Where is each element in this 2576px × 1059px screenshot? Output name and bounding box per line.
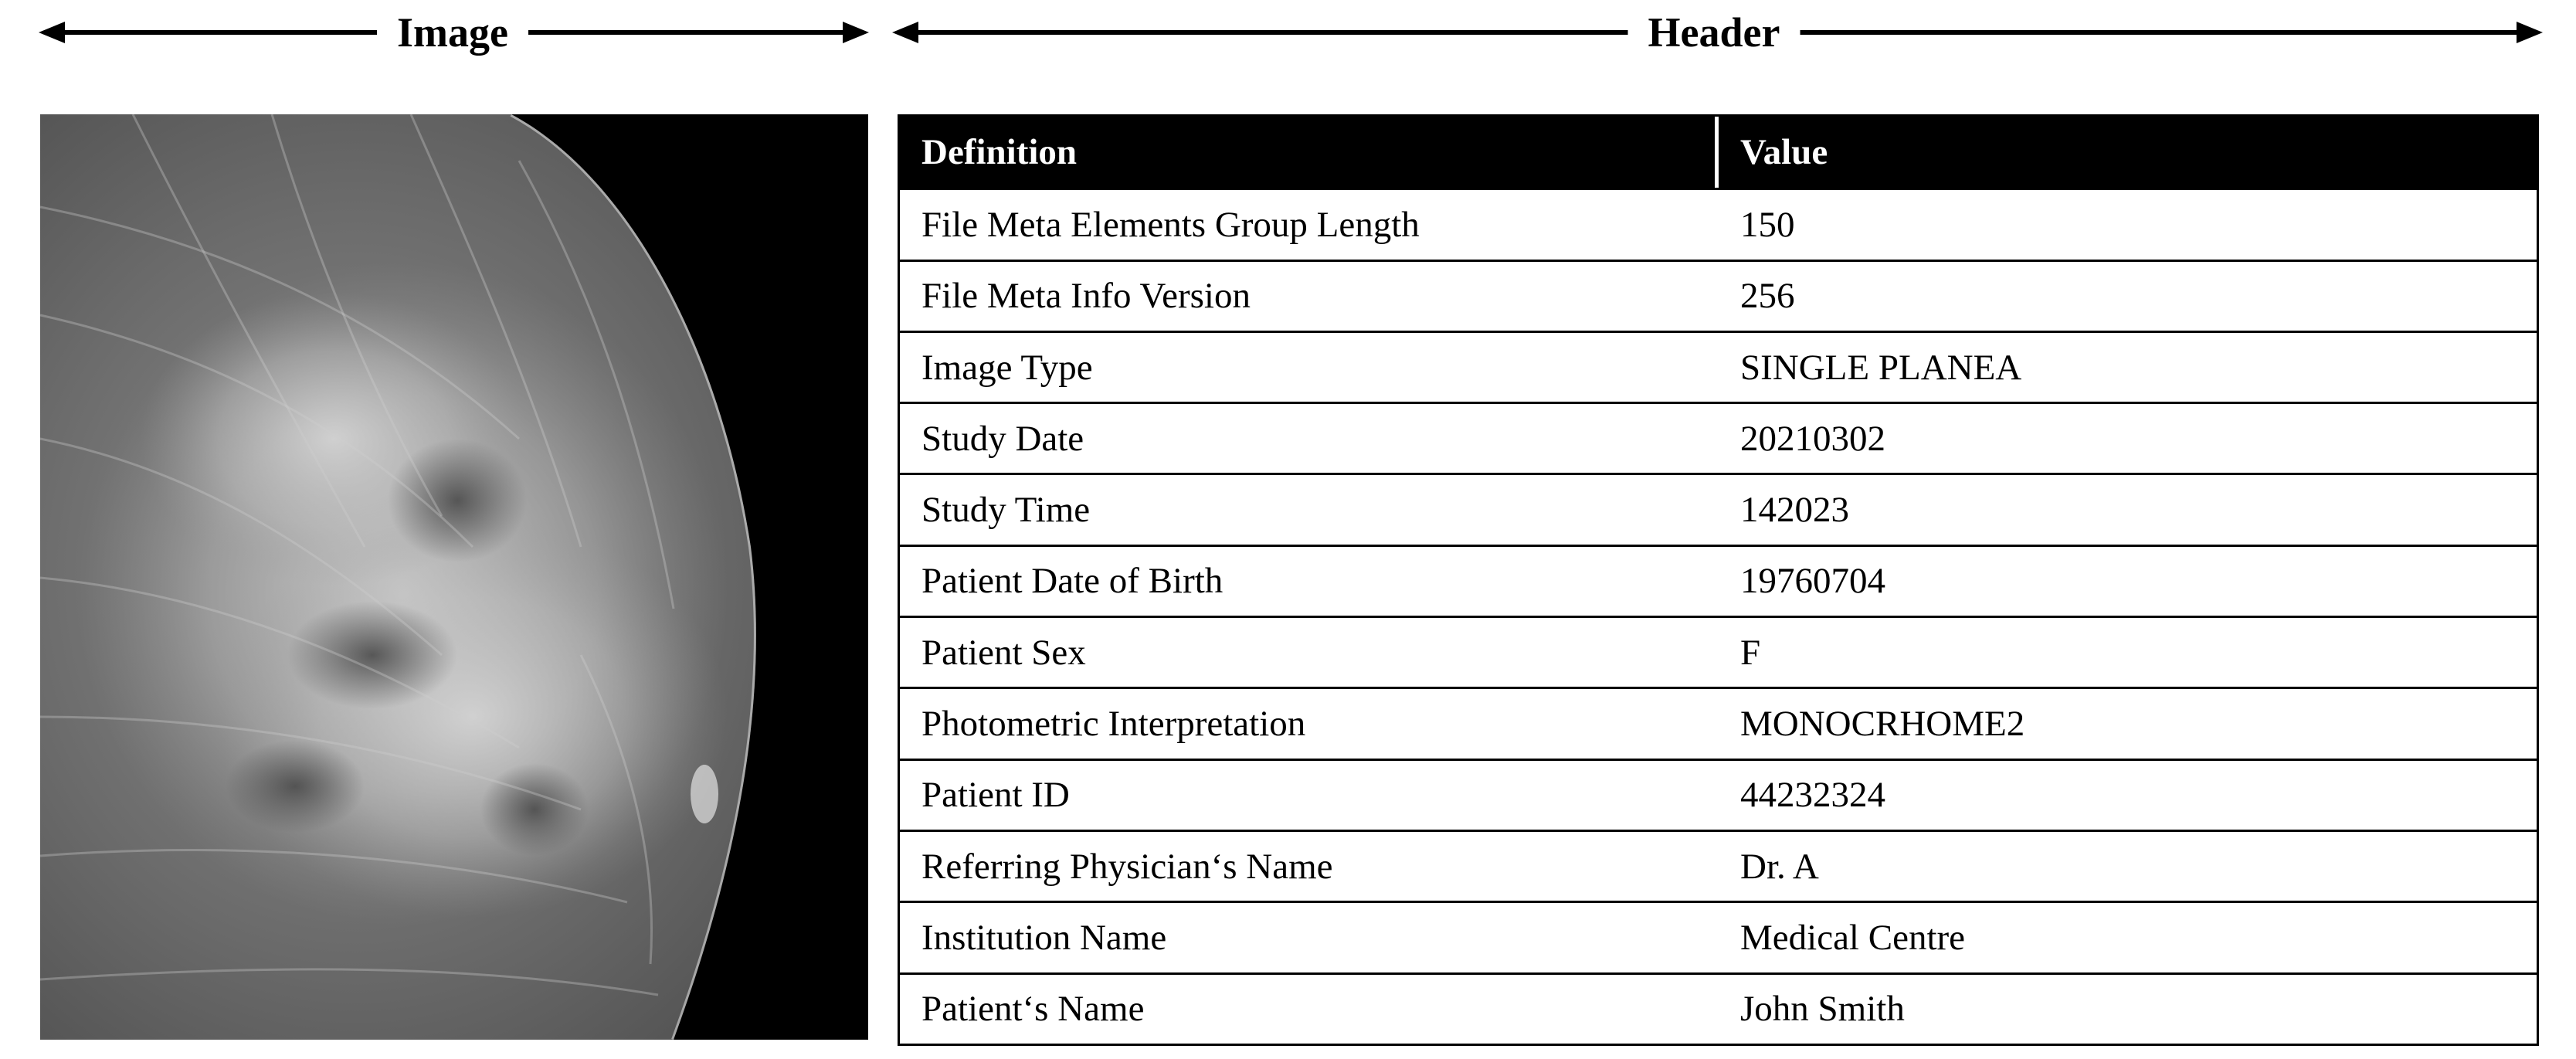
value-cell: F (1740, 632, 1761, 673)
table-row (900, 260, 2537, 331)
value-cell: Dr. A (1740, 846, 1819, 887)
value-cell: 256 (1740, 276, 1795, 317)
value-cell: 19760704 (1740, 561, 1885, 602)
header-section-title: Header (1628, 5, 1800, 60)
definition-cell: File Meta Info Version (921, 276, 1251, 317)
definition-cell: Patient Sex (921, 632, 1086, 673)
table-row (900, 402, 2537, 473)
dicom-header-table (898, 114, 2539, 1046)
definition-cell: Patient Date of Birth (921, 561, 1224, 602)
definition-cell: Patient ID (921, 775, 1070, 816)
definition-cell: Image Type (921, 347, 1093, 388)
definition-cell: Institution Name (921, 917, 1167, 958)
definition-cell: Study Date (921, 418, 1084, 459)
table-row (900, 759, 2537, 830)
table-row (900, 331, 2537, 402)
header-section-header (892, 5, 2543, 60)
table-row (900, 616, 2537, 687)
table-row (900, 188, 2537, 259)
table-row (900, 901, 2537, 972)
value-cell: 142023 (1740, 490, 1849, 531)
value-cell: 150 (1740, 204, 1795, 245)
value-cell: 44232324 (1740, 775, 1885, 816)
value-cell: SINGLE PLANEA (1740, 347, 2022, 388)
value-cell: 20210302 (1740, 418, 1885, 459)
value-cell: Medical Centre (1740, 917, 1966, 958)
definition-cell: Photometric Interpretation (921, 704, 1306, 745)
mammogram-scan-icon (40, 114, 868, 1040)
image-section-header (39, 5, 869, 60)
table-row (900, 830, 2537, 901)
definition-cell: Referring Physician‘s Name (921, 846, 1333, 887)
table-row (900, 545, 2537, 616)
definition-cell: Patient‘s Name (921, 989, 1145, 1030)
column-header-value: Value (1740, 132, 1828, 173)
definition-cell: File Meta Elements Group Length (921, 204, 1420, 245)
image-section-title: Image (377, 5, 528, 60)
table-row (900, 473, 2537, 544)
table-row (900, 687, 2537, 758)
table-header-row (900, 117, 2537, 188)
mammogram-image (40, 114, 868, 1040)
table-row (900, 972, 2537, 1044)
value-cell: MONOCRHOME2 (1740, 704, 2025, 745)
column-header-definition: Definition (900, 117, 1719, 188)
value-cell: John Smith (1740, 989, 1905, 1030)
definition-cell: Study Time (921, 490, 1091, 531)
